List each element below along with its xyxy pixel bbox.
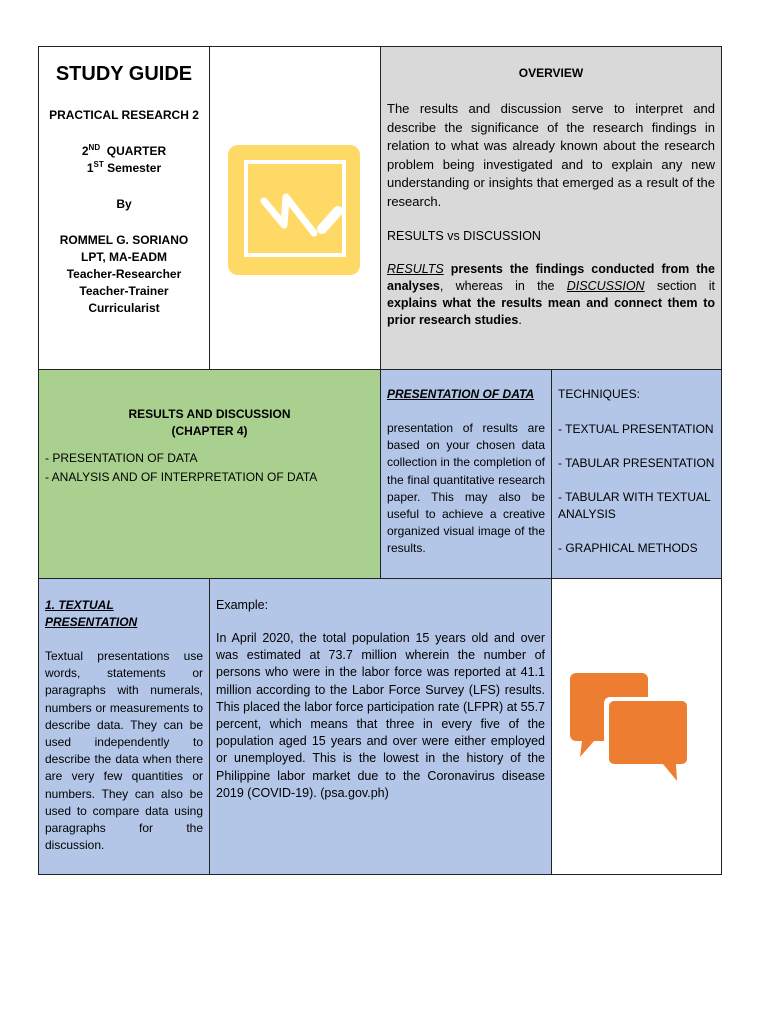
- technique-item: - TEXTUAL PRESENTATION: [558, 422, 714, 436]
- chapter-heading: RESULTS AND DISCUSSION: [128, 407, 291, 421]
- example-body: In April 2020, the total population 15 years old and over was estimated at 73.7 million wherein the number of persons who were in the labor force was reported at 41.1 million according to the Labor Force Survey (LFS) results. This placed the labor force participation rate (LFPR) at 55.7 percent, which means that three in every five of the population aged 15 years and over were either employed or unemployed. This is the lowest in the history of the Philippine labor market due to the Coronavirus disease 2019 (COVID-19). (psa.gov.ph): [216, 631, 545, 800]
- quarter-label: 2ND QUARTER: [81, 143, 167, 158]
- author-name: ROMMEL G. SORIANO: [59, 233, 189, 247]
- techniques-heading: TECHNIQUES:: [558, 387, 641, 401]
- technique-item: - TABULAR PRESENTATION: [558, 456, 715, 470]
- image-cell: [209, 46, 381, 370]
- chapter-item: - ANALYSIS AND OF INTERPRETATION OF DATA: [45, 470, 318, 484]
- chapter-cell: [38, 369, 381, 579]
- chat-cell: [551, 578, 722, 875]
- page-title: STUDY GUIDE: [55, 63, 193, 85]
- title-block: [38, 46, 210, 370]
- presentation-cell: [380, 369, 552, 579]
- textual-heading: 1. TEXTUAL PRESENTATION: [45, 598, 138, 629]
- example-label: Example:: [216, 598, 269, 612]
- overview-body: The results and discussion serve to interpret and describe the significance of the research findings in relation to what was already known about the research problem being investigated and to explain any new understanding or insights that emerged as a result of the research.: [387, 101, 715, 209]
- technique-item: - TABULAR WITH TEXTUAL ANALYSIS: [558, 490, 711, 521]
- author-role: Curricularist: [88, 301, 160, 315]
- author-credentials: LPT, MA-EADM: [81, 250, 167, 264]
- whiteboard-icon: [224, 141, 364, 281]
- textual-body: Textual presentations use words, statements or paragraphs with numerals, numbers or measurements to describe data. They can be used independently to describe the data when there are very few quantities or numbers. They can also be used to compare data using paragraphs for the discussion.: [45, 649, 203, 853]
- example-cell: [209, 578, 552, 875]
- subject-label: PRACTICAL RESEARCH 2: [49, 108, 199, 122]
- techniques-cell: [551, 369, 722, 579]
- chat-bubbles-icon: [566, 665, 706, 795]
- author-role: Teacher-Trainer: [79, 284, 169, 298]
- overview-heading: OVERVIEW: [518, 66, 584, 80]
- results-vs-discussion: RESULTS vs DISCUSSION: [387, 228, 541, 243]
- results-discussion-text: RESULTS presents the findings conducted from the analyses, whereas in the DISCUSSION section it explains what the results mean and connect them to prior research studies.: [387, 261, 715, 327]
- overview-cell: [380, 46, 722, 370]
- author-role: Teacher-Researcher: [66, 267, 182, 281]
- chapter-number: (CHAPTER 4): [171, 424, 248, 438]
- technique-item: - GRAPHICAL METHODS: [558, 541, 698, 555]
- by-label: By: [116, 197, 132, 211]
- textual-cell: [38, 578, 210, 875]
- chapter-item: - PRESENTATION OF DATA: [45, 451, 198, 465]
- semester-label: 1ST Semester: [86, 160, 162, 175]
- presentation-body: presentation of results are based on your chosen data collection in the completion of the final quantitative research paper. This may also be useful to achieve a creative organized visual image of the results.: [387, 421, 545, 556]
- study-guide-sheet: [38, 46, 722, 875]
- presentation-heading: PRESENTATION OF DATA: [387, 387, 535, 401]
